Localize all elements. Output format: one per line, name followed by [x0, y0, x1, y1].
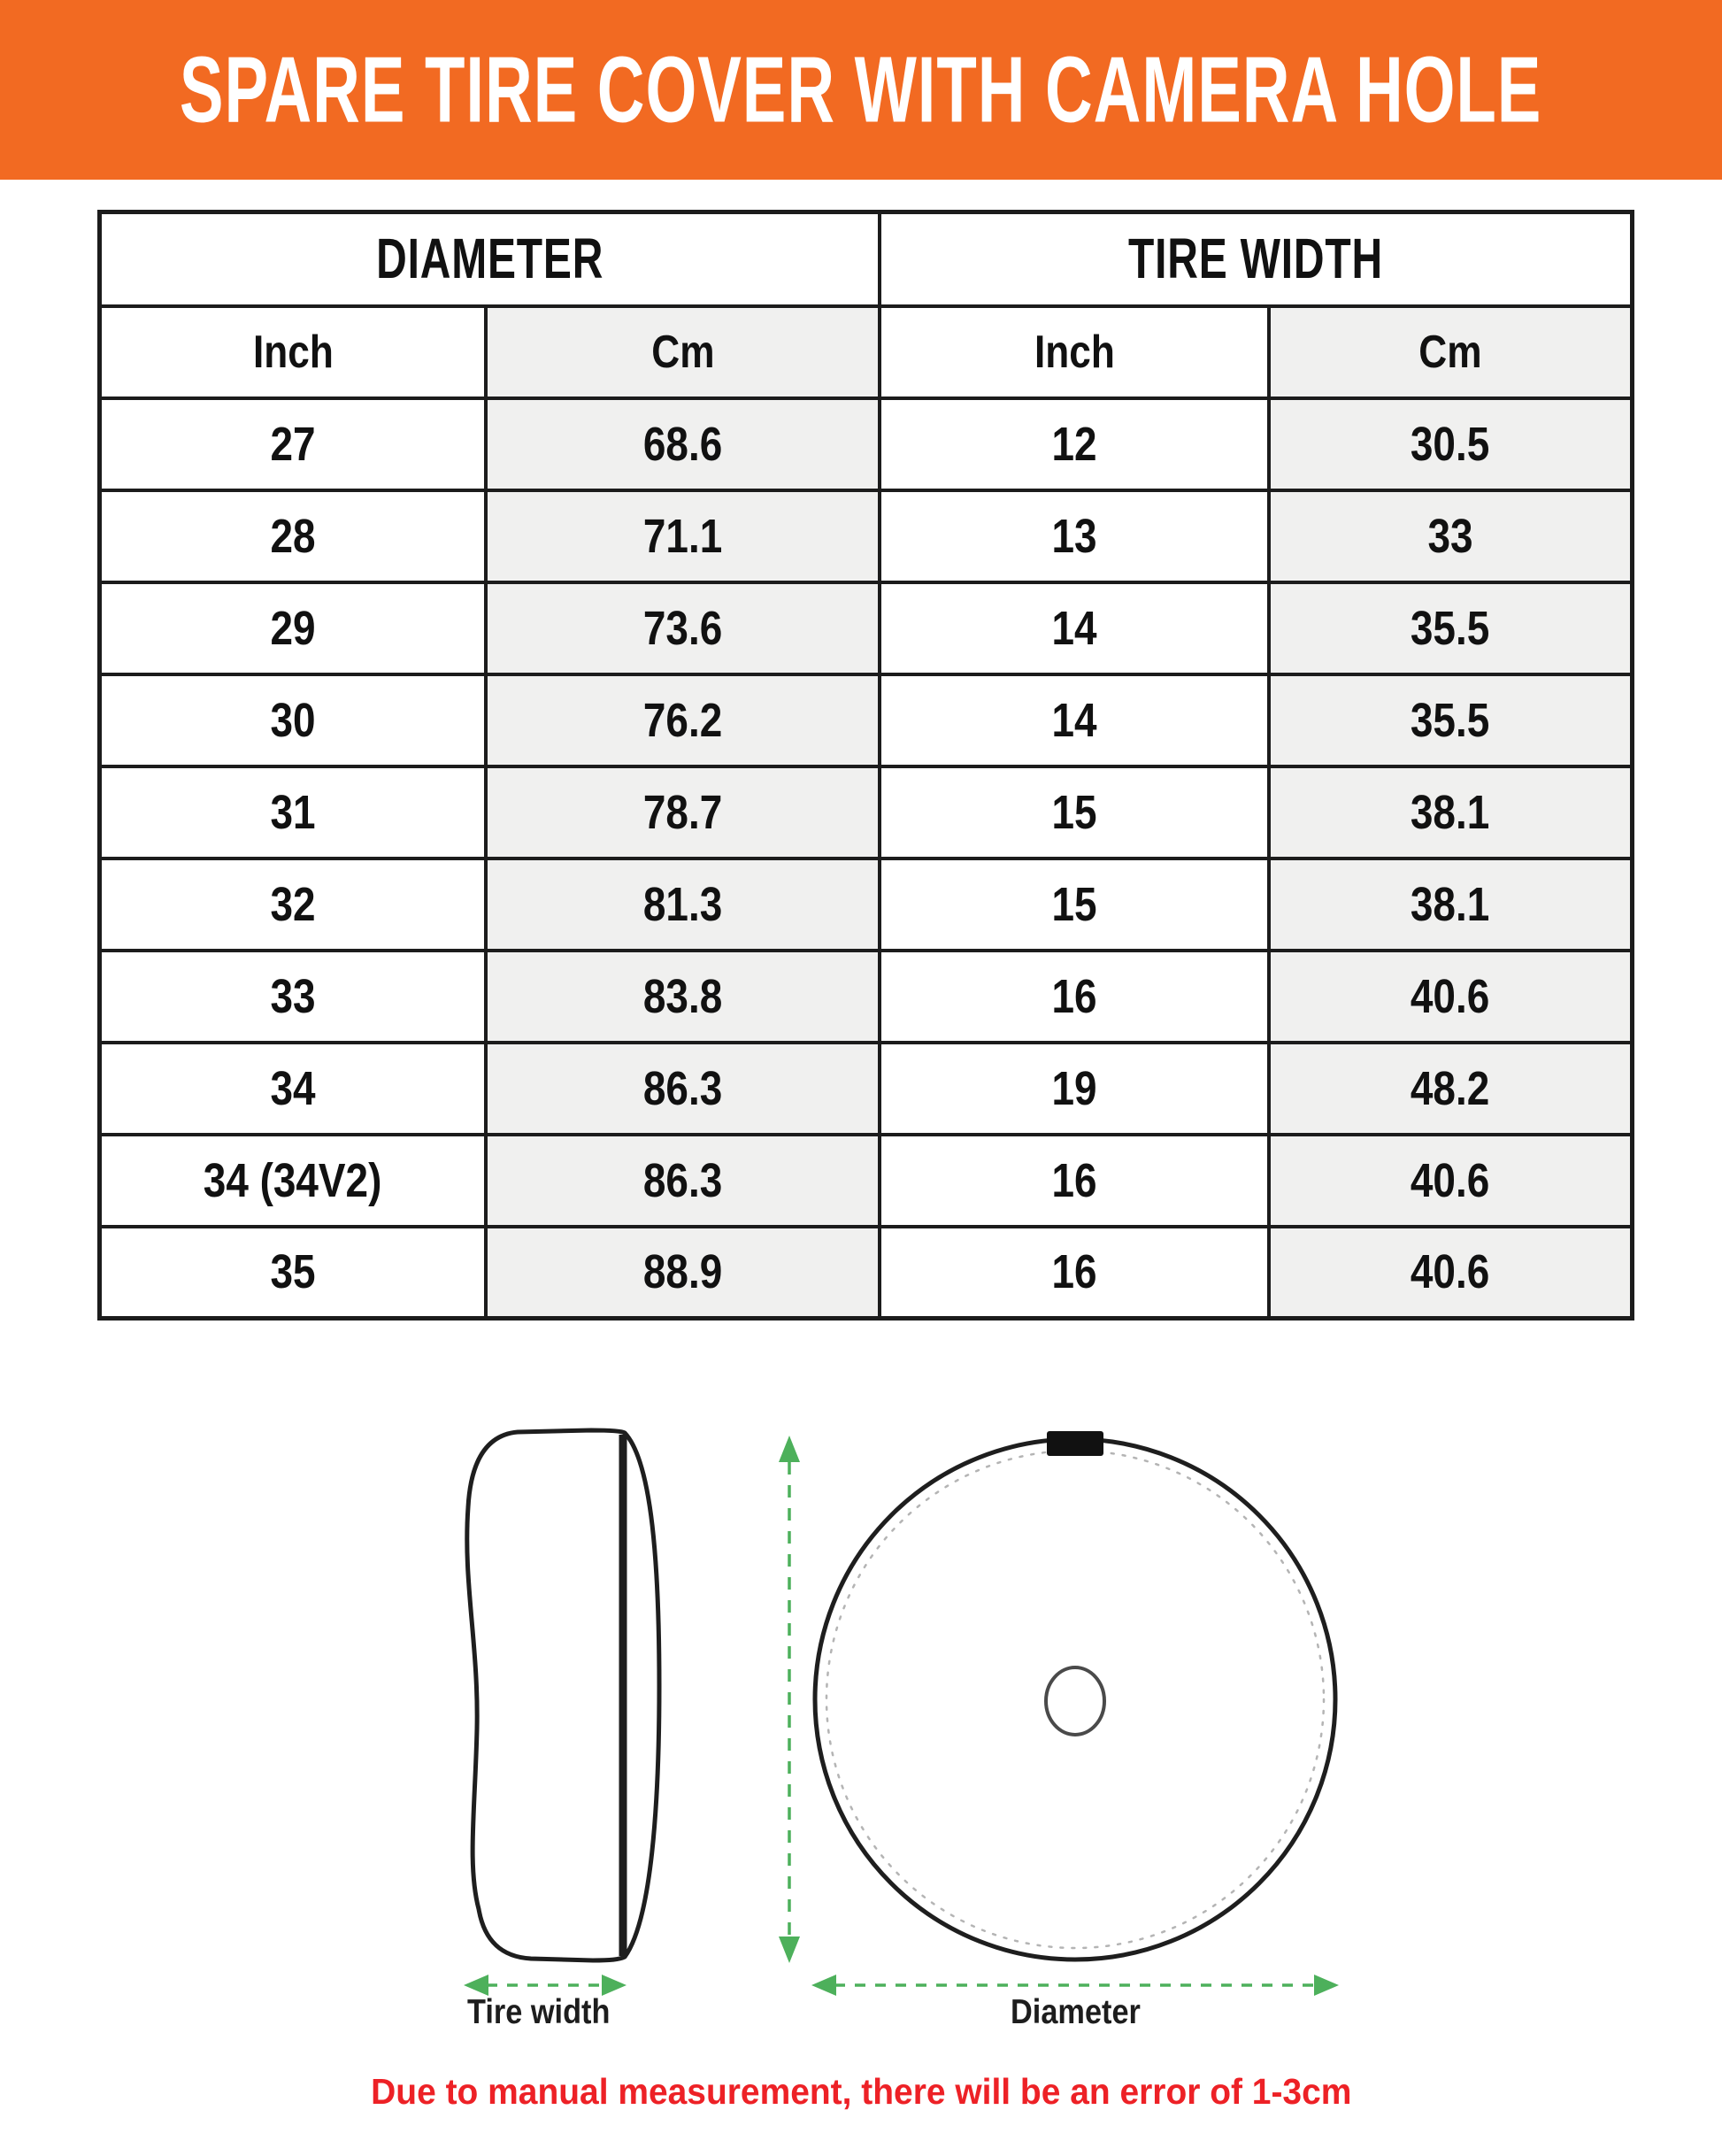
diameter-cm: 86.3	[642, 1061, 723, 1115]
diameter-cm: 73.6	[642, 601, 723, 655]
diameter-inch: 29	[270, 601, 316, 655]
unit-header-cm-width: Cm	[1269, 306, 1633, 398]
diameter-cm: 76.2	[642, 693, 723, 747]
tire-width-label: Tire width	[467, 1993, 611, 2031]
diameter-inch: 34 (34V2)	[204, 1153, 382, 1207]
diameter-inch: 30	[270, 693, 316, 747]
width-inch: 15	[1051, 877, 1097, 931]
width-inch: 14	[1051, 693, 1097, 747]
unit-header-inch-width: Inch	[880, 306, 1269, 398]
diameter-inch: 35	[270, 1245, 316, 1299]
width-inch: 19	[1051, 1061, 1097, 1115]
diameter-cm: 86.3	[642, 1153, 723, 1207]
width-cm: 35.5	[1411, 601, 1490, 655]
width-inch: 12	[1051, 417, 1097, 471]
diameter-cm: 71.1	[642, 509, 723, 563]
diameter-inch: 33	[270, 969, 316, 1023]
diameter-inch: 34	[270, 1061, 316, 1115]
unit-header-cm-diameter: Cm	[486, 306, 880, 398]
width-cm: 38.1	[1411, 877, 1490, 931]
diameter-inch: 31	[270, 785, 316, 839]
diameter-group-label: DIAMETER	[375, 227, 604, 291]
diameter-label: Diameter	[1010, 1993, 1141, 2031]
page-title: SPARE TIRE COVER WITH CAMERA HOLE	[180, 37, 1542, 142]
width-inch: 16	[1051, 1245, 1097, 1299]
diameter-cm: 83.8	[642, 969, 723, 1023]
unit-header-inch-diameter: Inch	[100, 306, 486, 398]
diameter-cm: 68.6	[642, 417, 723, 471]
width-inch: 13	[1051, 509, 1097, 563]
tire-front-circle-icon	[815, 1431, 1335, 1960]
width-cm: 30.5	[1411, 417, 1490, 471]
diameter-inch: 32	[270, 877, 316, 931]
width-inch: 16	[1051, 1153, 1097, 1207]
width-cm: 48.2	[1411, 1061, 1490, 1115]
width-cm: 35.5	[1411, 693, 1490, 747]
diameter-inch: 28	[270, 509, 316, 563]
diameter-inch: 27	[270, 417, 316, 471]
width-inch: 15	[1051, 785, 1097, 839]
width-inch: 14	[1051, 601, 1097, 655]
top-tab-marker	[1047, 1431, 1103, 1456]
width-inch: 16	[1051, 969, 1097, 1023]
camera-hole	[1046, 1667, 1104, 1735]
diameter-cm: 88.9	[642, 1245, 723, 1299]
width-cm: 40.6	[1411, 1153, 1490, 1207]
width-cm: 40.6	[1411, 1245, 1490, 1299]
green-dashed-vertical-double-arrow-icon	[779, 1436, 800, 1963]
tire-side-profile-icon	[467, 1430, 659, 1960]
diameter-cm: 78.7	[642, 785, 723, 839]
measurement-error-note: Due to manual measurement, there will be an error of 1-3cm	[370, 2071, 1352, 2112]
width-cm: 33	[1427, 509, 1473, 563]
diameter-cm: 81.3	[642, 877, 723, 931]
width-cm: 40.6	[1411, 969, 1490, 1023]
width-cm: 38.1	[1411, 785, 1490, 839]
tire-width-group-label: TIRE WIDTH	[1128, 227, 1384, 291]
